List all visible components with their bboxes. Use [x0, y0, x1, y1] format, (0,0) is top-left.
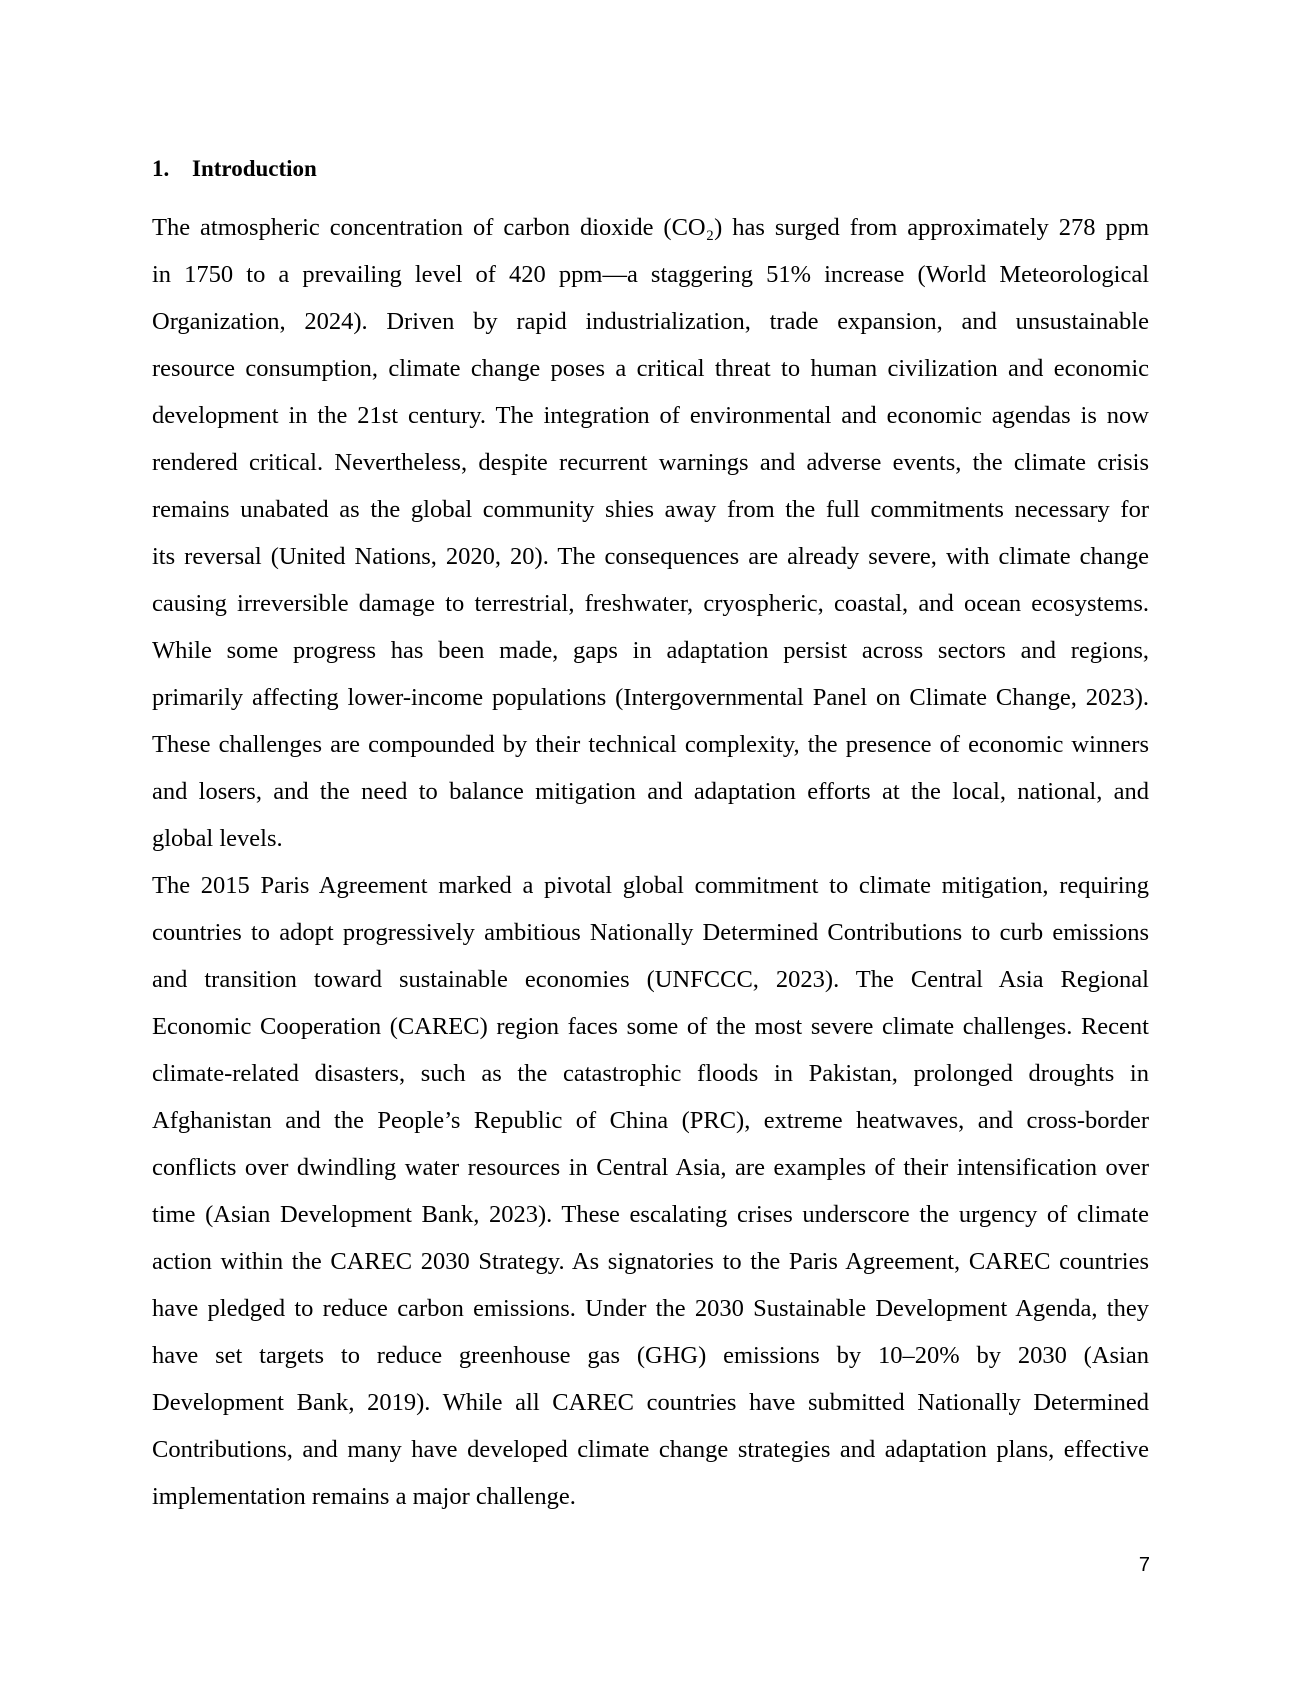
text-line: remains unabated as the global community shies away from the full commitments necessary for — [152, 496, 1149, 523]
text-line: causing irreversible damage to terrestrial, freshwater, cryospheric, coastal, and ocean ecosystems. — [152, 590, 1149, 617]
text-line: implementation remains a major challenge. — [152, 1483, 576, 1510]
text-line: have pledged to reduce carbon emissions. Under the 2030 Sustainable Development Agenda, they — [152, 1295, 1149, 1322]
section-title: Introduction — [192, 156, 317, 181]
text-line: Economic Cooperation (CAREC) region faces some of the most severe climate challenges. Recent — [152, 1013, 1149, 1040]
page-number: 7 — [1138, 1554, 1150, 1576]
text-line: global levels. — [152, 825, 283, 852]
text-line: These challenges are compounded by their technical complexity, the presence of economic winners — [152, 731, 1149, 758]
text-line: The atmospheric concentration of carbon dioxide (CO₂) has surged from approximately 278 ppm — [152, 214, 1149, 241]
text-line: time (Asian Development Bank, 2023). These escalating crises underscore the urgency of climate — [152, 1201, 1149, 1228]
text-line: rendered critical. Nevertheless, despite recurrent warnings and adverse events, the climate crisis — [152, 449, 1149, 476]
section-number: 1. — [152, 156, 170, 181]
body-text — [152, 211, 1149, 1527]
text-line: development in the 21st century. The integration of environmental and economic agendas is now — [152, 402, 1149, 429]
text-line: primarily affecting lower-income populations (Intergovernmental Panel on Climate Change, 2023). — [152, 684, 1149, 711]
text-line: and transition toward sustainable economies (UNFCCC, 2023). The Central Asia Regional — [152, 966, 1149, 993]
section-heading — [152, 154, 317, 184]
text-line: and losers, and the need to balance mitigation and adaptation efforts at the local, national, and — [152, 778, 1149, 805]
text-line: in 1750 to a prevailing level of 420 ppm—a staggering 51% increase (World Meteorological — [152, 261, 1149, 288]
text-line: Development Bank, 2019). While all CAREC countries have submitted Nationally Determined — [152, 1389, 1149, 1416]
text-line: have set targets to reduce greenhouse gas (GHG) emissions by 10–20% by 2030 (Asian — [152, 1342, 1149, 1369]
text-line: The 2015 Paris Agreement marked a pivotal global commitment to climate mitigation, requiring — [152, 872, 1149, 899]
text-line: Contributions, and many have developed climate change strategies and adaptation plans, effective — [152, 1436, 1149, 1463]
text-line: Organization, 2024). Driven by rapid industrialization, trade expansion, and unsustainable — [152, 308, 1149, 335]
text-line: While some progress has been made, gaps in adaptation persist across sectors and regions, — [152, 637, 1149, 664]
text-line: its reversal (United Nations, 2020, 20). The consequences are already severe, with climate change — [152, 543, 1149, 570]
text-line: countries to adopt progressively ambitious Nationally Determined Contributions to curb emissions — [152, 919, 1149, 946]
text-line: action within the CAREC 2030 Strategy. As signatories to the Paris Agreement, CAREC countries — [152, 1248, 1149, 1275]
text-line: resource consumption, climate change poses a critical threat to human civilization and economic — [152, 355, 1149, 382]
text-line: Afghanistan and the People’s Republic of China (PRC), extreme heatwaves, and cross-border — [152, 1107, 1149, 1134]
text-line: climate-related disasters, such as the catastrophic floods in Pakistan, prolonged droughts in — [152, 1060, 1149, 1087]
text-line: conflicts over dwindling water resources in Central Asia, are examples of their intensification over — [152, 1154, 1149, 1181]
